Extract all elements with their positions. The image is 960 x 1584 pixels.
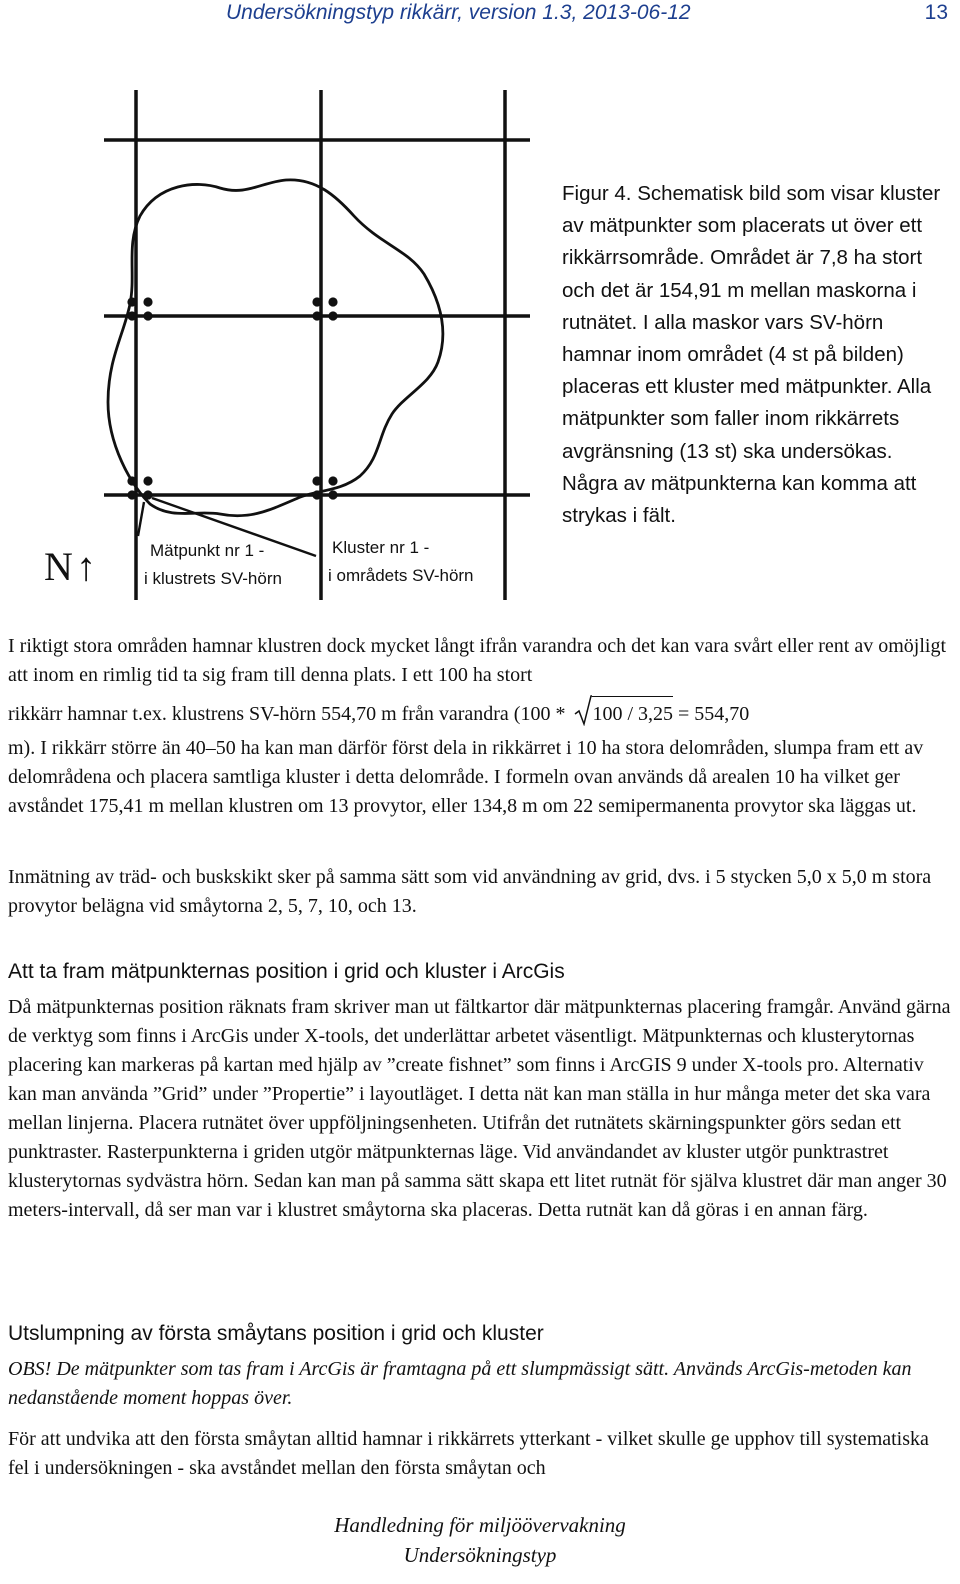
point-label-line2: i klustrets SV-hörn	[144, 569, 282, 588]
measurement-point	[328, 297, 337, 306]
grid-lines	[104, 90, 530, 600]
measurement-point	[143, 297, 152, 306]
cluster-figure	[0, 84, 530, 608]
header-title: Undersökningstyp rikkärr, version 1.3, 2013-06-12	[226, 1, 691, 24]
north-arrow-icon: ↑	[76, 544, 96, 589]
square-root	[574, 700, 673, 729]
measurement-point	[312, 297, 321, 306]
formula-radicand: 100 / 3,25	[592, 703, 674, 725]
root-sign-icon	[574, 694, 592, 726]
figure-caption: Figur 4. Schematisk bild som visar kluster av mätpunkter som placerats ut över ett rikkärrsområde. Området är 7,8 ha stort och det är 154,91 m mellan maskorna i rutnätet. I alla maskor vars SV-hörn hamnar inom området (4 st på bilden) placeras ett kluster med mätpunkter. Alla mätpunkter som faller inom rikkärrets avgränsning (13 st) ska undersökas. Några av mätpunkterna kan komma att strykas i fält.	[562, 182, 941, 528]
cluster-label-line1: Kluster nr 1 -	[332, 538, 430, 557]
measurement-point	[312, 490, 321, 499]
cluster-label-line2: i områdets SV-hörn	[328, 566, 474, 585]
measurement-point	[127, 490, 136, 499]
paragraph-1-formula	[8, 700, 952, 729]
paragraph-1-intro: I riktigt stora områden hamnar klustren dock mycket långt ifrån varandra och det kan vara svårt eller rent av omöjligt att inom en rimlig tid ta sig fram till denna plats. I ett 100 ha stort	[8, 635, 946, 686]
measurement-point	[143, 476, 152, 485]
measurement-point	[127, 311, 136, 320]
page-number: 13	[924, 1, 948, 24]
paragraph-3: Då mätpunkternas position räknats fram skriver man ut fältkartor där mätpunkternas placering framgår. Använd gärna de verktyg som finns i ArcGis under X-tools, det underlättar arbetet väsentligt. Mätpunkternas och klusterytornas placering kan markeras på kartan med hjälp av ”create fishnet” som finns i ArcGIS 9 under X-tools pro. Alternativ kan man använda ”Grid” under ”Propertie” i layoutläget. I detta nät kan man ställa in hur många meter det ska vara mellan linjerna. Placera rutnätet över uppföljningsenheten. Utifrån det rutnätets skärningspunkter görs sedan ett punktraster. Rasterpunkterna i griden utgör mätpunkternas läge. Vid användandet av kluster utgör punktrastret klusterytornas sydvästra hörn. Sedan kan man på samma sätt skapa ett litet rutnät för själva klustret där man anger 30 meters-intervall, då ser man var i klustret småytorna ska placeras. Detta rutnät kan då göras i en annan färg.	[8, 996, 951, 1221]
measurement-point	[127, 476, 136, 485]
north-label: N	[44, 544, 73, 589]
section-heading-arcgis: Att ta fram mätpunkternas position i grid och kluster i ArcGis	[8, 960, 565, 983]
point-clusters	[127, 297, 337, 499]
paragraph-1-continued: m). I rikkärr större än 40–50 ha kan man därför först dela in rikkärret i 10 ha stora delområden, slumpa fram ett av delområdena och placera samtliga kluster i detta delområde. I formeln ovan används då arealen 10 ha vilket ger avståndet 175,41 m mellan klustren om 13 provytor, eller 134,8 m om 22 semipermanenta provytor ska läggas ut.	[8, 737, 924, 817]
paragraph-2: Inmätning av träd- och buskskikt sker på samma sätt som vid användning av grid, dvs. i 5 stycken 5,0 x 5,0 m stora provytor belägna vid småytorna 2, 5, 7, 10, och 13.	[8, 866, 932, 917]
measurement-point	[328, 490, 337, 499]
measurement-point	[143, 490, 152, 499]
footer-line-2: Undersökningstyp	[403, 1543, 557, 1567]
section-heading-utslumpning: Utslumpning av första småytans position i grid och kluster	[8, 1322, 544, 1345]
measurement-point	[127, 297, 136, 306]
measurement-point	[312, 311, 321, 320]
wetland-boundary	[108, 180, 443, 516]
measurement-point	[328, 311, 337, 320]
measurement-point	[328, 476, 337, 485]
measurement-point	[312, 476, 321, 485]
formula-text-pre: rikkärr hamnar t.ex. klustrens SV-hörn 554,70 m från varandra (100 *	[8, 703, 566, 725]
paragraph-5: För att undvika att den första småytan alltid hamnar i rikkärrets ytterkant - vilket skulle ge upphov till systematiska fel i undersökningen - ska avståndet mellan den första småytan och	[8, 1428, 929, 1479]
leader-line-point	[138, 502, 144, 536]
point-label-line1: Mätpunkt nr 1 -	[150, 541, 265, 560]
paragraph-4-note: OBS! De mätpunkter som tas fram i ArcGis är framtagna på ett slumpmässigt sätt. Används ArcGis-metoden kan nedanstående moment hoppas över.	[8, 1358, 912, 1409]
measurement-point	[143, 311, 152, 320]
formula-text-post: = 554,70	[678, 703, 750, 725]
footer-line-1: Handledning för miljöövervakning	[334, 1513, 626, 1537]
